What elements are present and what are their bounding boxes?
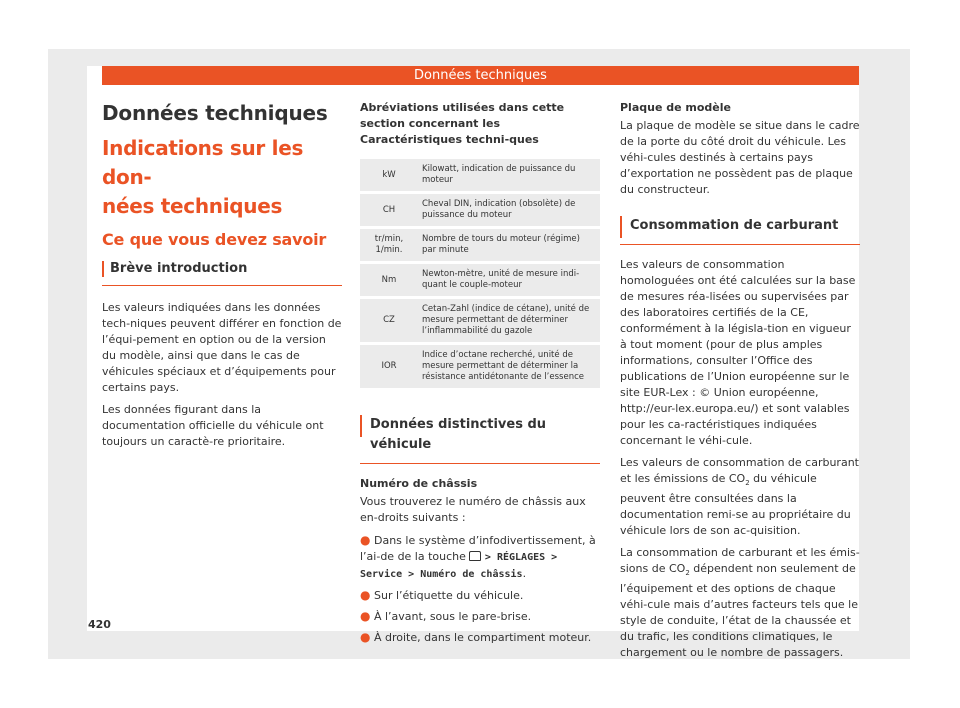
intro-paragraph-1: Les valeurs indiquées dans les données tech-niques peuvent différer en fonction de l’équi-pement en option ou de la version du modèle, ainsi que dans le cas de véhicules spéciaux et d’équipements pour certains pays. bbox=[102, 301, 342, 394]
table-row bbox=[360, 229, 600, 261]
abbr-key: kW bbox=[360, 159, 418, 191]
abbr-key: CH bbox=[360, 194, 418, 226]
list-item bbox=[360, 532, 600, 583]
list-item-text: Sur l’étiquette du véhicule. bbox=[373, 589, 524, 602]
vehicle-data-heading-label: Données distinctives du véhicule bbox=[370, 417, 547, 452]
fuel-p2-sub: 2 bbox=[745, 479, 750, 488]
fuel-paragraph-2 bbox=[620, 455, 860, 539]
abbreviations-title: Abréviations utilisées dans cette section concernant les Caractéristiques techni-ques bbox=[360, 101, 565, 146]
abbr-value: Cheval DIN, indication (obsolète) de puissance du moteur bbox=[418, 194, 600, 226]
accent-bar bbox=[102, 261, 104, 277]
fuel-p2-b: du véhicule peuvent être consultées dans la documentation remi-se au propriétaire du véhicule lors de son ac-quisition. bbox=[620, 472, 851, 538]
fuel-p3-a: La consommation de carburant et les émis-sions de CO bbox=[620, 546, 860, 576]
fuel-p2-a: Les valeurs de consommation de carburant et les émissions de CO bbox=[620, 456, 859, 485]
list-item bbox=[360, 629, 600, 646]
abbr-key: tr/min, 1/min. bbox=[360, 229, 418, 261]
bullet-icon: ● bbox=[360, 609, 371, 623]
intro-paragraph-2: Les données figurant dans la documentation officielle du véhicule ont toujours un caractè-re prioritaire. bbox=[102, 403, 324, 448]
abbr-value: Kilowatt, indication de puissance du moteur bbox=[418, 159, 600, 191]
abbr-key: IOR bbox=[360, 345, 418, 388]
abbr-value: Nombre de tours du moteur (régime) par minute bbox=[418, 229, 600, 261]
table-row bbox=[360, 345, 600, 388]
chapter-title: Données techniques bbox=[102, 101, 328, 125]
list-item-text: À droite, dans le compartiment moteur. bbox=[373, 631, 592, 644]
plate-title: Plaque de modèle bbox=[620, 101, 731, 114]
vehicle-data-heading bbox=[360, 415, 600, 464]
chassis-locations-list bbox=[360, 532, 600, 646]
chassis-text: Vous trouverez le numéro de châssis aux en-droits suivants : bbox=[360, 495, 586, 524]
list-item bbox=[360, 608, 600, 625]
column-left bbox=[102, 100, 342, 456]
accent-bar bbox=[360, 415, 362, 437]
plate-text: La plaque de modèle se situe dans le cadre de la porte du côté droit du véhicule. Les véhi-cules destinés à certains pays d’exportation ne possèdent pas de plaque du constructeur. bbox=[620, 119, 860, 196]
fuel-p3-b: dépendent non seulement de l’équipement et des options de chaque véhi-cule mais d’autres facteurs tels que le style de conduite, l’état de la chaussée et du trafic, les conditions climatiques, le chargement ou le nombre de passagers. bbox=[620, 562, 859, 660]
list-item-text: À l’avant, sous le pare-brise. bbox=[373, 610, 532, 623]
menu-path: > RÉGLAGES > Service > Numéro de châssis bbox=[360, 552, 558, 580]
list-item-end: . bbox=[522, 567, 527, 580]
abbreviations-table bbox=[360, 156, 600, 391]
abbr-value: Newton-mètre, unité de mesure indi-quant le couple-moteur bbox=[418, 264, 600, 296]
abbr-key: Nm bbox=[360, 264, 418, 296]
fuel-heading-label: Consommation de carburant bbox=[630, 218, 839, 233]
fuel-paragraph-1: Les valeurs de consommation homologuées ont été calculées sur la base de mesures réa-lisées ou supervisées par des laboratoires certifiés de la CE, conformément à la législa-tion en vigueur à tout moment (pour de plus amples informations, consulter l’Office des publications de l’Union européenne sur le site EUR-Lex : © Union européenne, http://eur-lex.europa.eu/) et sont valables pour les ca-ractéristiques indiquées concernant le véhi-cule. bbox=[620, 258, 856, 447]
list-item-text: Dans le système d’infodivertissement, à l’ai-de de la touche bbox=[360, 534, 596, 563]
chassis-title: Numéro de châssis bbox=[360, 477, 478, 490]
bullet-icon: ● bbox=[360, 588, 371, 602]
table-row bbox=[360, 194, 600, 226]
page-header: Données techniques bbox=[102, 66, 859, 85]
bullet-icon: ● bbox=[360, 630, 371, 644]
abbr-key: CZ bbox=[360, 299, 418, 342]
list-item bbox=[360, 587, 600, 604]
bullet-icon: ● bbox=[360, 533, 371, 547]
fuel-p3-sub: 2 bbox=[685, 569, 690, 578]
table-row bbox=[360, 299, 600, 342]
accent-bar bbox=[620, 216, 622, 238]
table-row bbox=[360, 264, 600, 296]
intro-heading bbox=[102, 261, 342, 286]
car-icon bbox=[469, 551, 481, 561]
section-title: Indications sur les don- nées techniques bbox=[102, 136, 304, 218]
abbr-value: Indice d’octane recherché, unité de mesure permettant de déterminer la résistance antidétonante de l’essence bbox=[418, 345, 600, 388]
intro-heading-label: Brève introduction bbox=[110, 261, 248, 276]
page-number: 420 bbox=[88, 618, 111, 631]
abbr-value: Cetan-Zahl (indice de cétane), unité de mesure permettant de déterminer l’inflammabilité du gazole bbox=[418, 299, 600, 342]
fuel-paragraph-3 bbox=[620, 545, 860, 661]
column-right bbox=[620, 100, 860, 667]
column-middle bbox=[360, 100, 600, 650]
fuel-heading bbox=[620, 216, 860, 245]
subsection-title: Ce que vous devez savoir bbox=[102, 230, 327, 249]
table-row bbox=[360, 159, 600, 191]
